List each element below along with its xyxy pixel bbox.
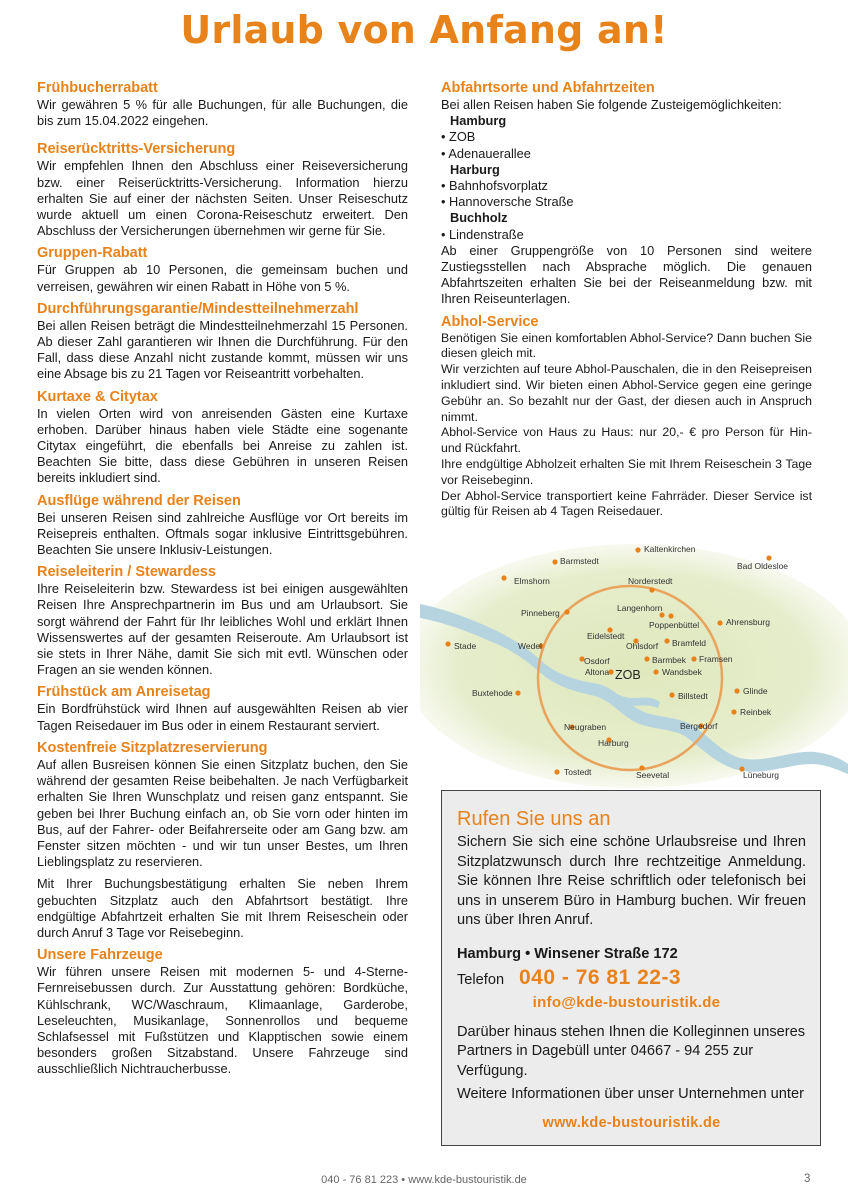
abfahrt-intro: Bei allen Reisen haben Sie folgende Zusteigemöglichkeiten:: [441, 97, 782, 112]
place-label-stade: Stade: [454, 641, 477, 651]
section-text-sitzplatzreservierung-2: Mit Ihrer Buchungsbestätigung erhalten Sie neben Ihrem gebuchten Sitzplatz auch den Abfahrtsort bestätigt. Ihre endgültige Abfahrtzeit erhalten Sie mit Ihrem Reiseschein oder durch Anruf 3 Tage vor Reisebeginn.: [37, 876, 408, 940]
contact-phone-number[interactable]: 040 - 76 81 22-3: [519, 965, 682, 989]
section-title-durchfuehrungsgarantie: Durchführungsgarantie/Mindestteilnehmerzahl: [37, 300, 359, 317]
section-title-fruehbucherrabatt: Frühbucherrabatt: [37, 80, 158, 96]
place-label-barmstedt: Barmstedt: [560, 556, 599, 566]
section-title-sitzplatzreservierung: Kostenfreie Sitzplatzreservierung: [37, 739, 268, 756]
place-label-reinbek: Reinbek: [740, 707, 772, 717]
place-label-billstedt: Billstedt: [678, 691, 708, 701]
place-dot-bramfeld: [664, 638, 669, 643]
departure-stop-item: • Lindenstraße: [441, 226, 524, 242]
place-label-ahrensburg: Ahrensburg: [726, 617, 770, 627]
abhol-text-3: Abhol-Service von Haus zu Haus: nur 20,- € pro Person für Hin- und Rückfahrt.: [441, 425, 812, 456]
place-label-pinneberg: Pinneberg: [521, 608, 560, 618]
place-label-buxtehode: Buxtehode: [472, 688, 513, 698]
place-dot-wandsbek: [653, 669, 658, 674]
place-label-tostedt: Tostedt: [564, 767, 592, 777]
place-label-eidelstedt: Eidelstedt: [587, 631, 625, 641]
place-label-lueneburg: Lüneburg: [743, 770, 779, 780]
section-title-abfahrtsorte: Abfahrtsorte und Abfahrtzeiten: [441, 80, 655, 96]
place-label-altona: Altona: [585, 667, 610, 677]
abfahrt-outro: Ab einer Gruppengröße von 10 Personen sind weitere Zustiegsstellen nach Absprache möglich. Die genauen Abfahrtszeiten erhalten Sie bei der Reiseanmeldung bzw. mit Ihren Reiseunterlagen.: [441, 242, 812, 307]
departure-map: [420, 538, 848, 788]
contact-website-link[interactable]: www.kde-bustouristik.de: [542, 1114, 721, 1131]
place-label-glinde: Glinde: [743, 686, 768, 696]
place-dot-barmstedt: [552, 559, 557, 564]
map-graphic: [420, 538, 848, 788]
section-text-kurtaxe: In vielen Orten wird von anreisenden Gästen eine Kurtaxe erhoben. Darüber hinaus haben viele Städte eine sogenante Citytax eingeführt, die ebenfalls bei Anreise zu zahlen ist. Beachten Sie bitte, dass diese Gebühren in unseren Reisen bereits inkludiert sind.: [37, 405, 408, 486]
place-label-bad-oldesloe: Bad Oldesloe: [737, 561, 789, 571]
place-label-elmshorn: Elmshorn: [514, 576, 550, 586]
section-title-reiseleiterin: Reiseleiterin / Stewardess: [37, 564, 216, 581]
place-label-wandsbek: Wandsbek: [662, 667, 702, 677]
place-dot-bad-oldesloe: [766, 555, 771, 560]
section-text-fruehstueck: Ein Bordfrühstück wird Ihnen auf ausgewählten Reisen ab vier Tagen Reisedauer im Bus oder in einem Restaurant serviert.: [37, 701, 408, 733]
contact-address: Hamburg • Winsener Straße 172: [457, 945, 678, 962]
place-label-ohlsdorf: Ohlsdorf: [626, 641, 659, 651]
section-title-reiseruecktritt: Reiserücktritts-Versicherung: [37, 141, 236, 158]
departure-stop-item: • Adenauerallee: [441, 145, 531, 161]
map-center-label-zob: ZOB: [615, 668, 641, 682]
departure-city-heading: Hamburg: [450, 113, 507, 129]
place-dot-reinbek: [731, 709, 736, 714]
section-title-kurtaxe: Kurtaxe & Citytax: [37, 388, 158, 405]
place-dot-glinde: [734, 688, 739, 693]
section-title-fahrzeuge: Unsere Fahrzeuge: [37, 947, 163, 964]
place-dot-tostedt: [554, 769, 559, 774]
place-label-poppenbuettel: Poppenbüttel: [649, 620, 700, 630]
section-title-ausfluege: Ausflüge während der Reisen: [37, 492, 241, 509]
section-text-fahrzeuge: Wir führen unsere Reisen mit modernen 5- und 4-Sterne-Fernreisebussen durch. Zur Ausstattung gehören: Bordküche, Kühlschrank, WC/Waschraum, Klimaanlage, Garderobe, Leseleuchten, Musikanlage, Sonnenrollos und bequeme Schlafsessel mit Fußstützen und Klapptischen sowie einem besonders großen Sitzabstand. Unsere Fahrzeuge sind ausschließlich Nichtraucherbusse.: [37, 964, 408, 1077]
section-title-fruehstueck: Frühstück am Anreisetag: [37, 684, 211, 701]
section-text-durchfuehrungsgarantie: Bei allen Reisen beträgt die Mindestteilnehmerzahl 15 Personen. Ab dieser Zahl garantieren wir Ihnen die Durchführung. Für den Fall, dass diese Anzahl nicht zustande kommt, müssen wir uns eine Absage bis zu 21 Tagen vor Reiseantritt vorbehalten.: [37, 317, 408, 382]
departure-city-heading: Buchholz: [450, 210, 508, 226]
place-dot-framsen: [691, 656, 696, 661]
section-text-gruppen-rabatt: Für Gruppen ab 10 Personen, die gemeinsam buchen und verreisen, gewähren wir einen Rabatt in Höhe von 5 %.: [37, 262, 408, 294]
place-dot-norderstedt: [649, 587, 654, 592]
place-label-norderstedt: Norderstedt: [628, 576, 673, 586]
contact-title: Rufen Sie uns an: [457, 808, 611, 830]
departure-stop-item: • Bahnhofsvorplatz: [441, 178, 548, 194]
contact-box: [441, 790, 821, 1146]
place-dot-ahrensburg: [717, 620, 722, 625]
contact-text: Sichern Sie sich eine schöne Urlaubsreise und Ihren Sitzplatzwunsch durch Ihre rechtzeitige Anmeldung. Sie können Ihre Reise schriftlich oder telefonisch bei uns in unserem Büro in Hamburg buchen. Wir freuen uns über Ihren Anruf.: [457, 834, 806, 928]
contact-partner-text: Darüber hinaus stehen Ihnen die Kolleginnen unseres Partners in Dagebüll unter 04667 - 94 255 zur Verfügung.: [457, 1023, 806, 1079]
place-dot-kaltenkirchen: [635, 547, 640, 552]
place-dot-pinneberg: [564, 609, 569, 614]
section-text-reiseleiterin: Ihre Reiseleiterin bzw. Stewardess ist bei einigen ausgewählten Reisen Ihre Ansprechpartnerin im Bus und am Urlaubsort. Sie sorgt während der Fahrt für Ihr leibliches Wohl und erklärt Ihnen Wissenswertes auf der gesamten Reiseroute. Am Urlaubsort ist sie stets in Ihrer Nähe, damit Sie sich mit evtl. Wünschen oder Fragen an sie wenden können.: [37, 581, 408, 678]
place-label-barmbek: Barmbek: [652, 655, 687, 665]
departure-stop-item: • Hannoversche Straße: [441, 194, 574, 210]
place-label-bergedorf: Bergedorf: [680, 721, 718, 731]
section-text-reiseruecktritt: Wir empfehlen Ihnen den Abschluss einer Reiseversicherung bzw. einer Reiserücktritts-Versicherung. Information hierzu erhalten Sie auf einer der nächsten Seiten. Unser Reiseschutz wurde aktuell um einen Corona-Reiseschutz erweitert. Den Abschluss der Versicherungen übernehmen wir gerne für Sie.: [37, 158, 408, 239]
place-label-harburg: Harburg: [598, 738, 629, 748]
place-dot-altona: [608, 669, 613, 674]
contact-phone-row: [457, 966, 806, 990]
place-label-framsen: Framsen: [699, 654, 733, 664]
place-dot-elmshorn: [501, 575, 506, 580]
abhol-text-4: Ihre endgültige Abholzeit erhalten Sie mit Ihrem Reiseschein 3 Tage vor Reisebeginn.: [441, 457, 812, 487]
contact-more-info-text: Weitere Informationen über unser Unternehmen unter: [457, 1086, 804, 1102]
section-text-fruehbucherrabatt: Wir gewähren 5 % für alle Buchungen, für alle Buchungen, die bis zum 15.04.2022 eingehen.: [37, 97, 408, 129]
place-dot-barmbek: [644, 656, 649, 661]
abhol-text-5: Der Abhol-Service transportiert keine Fahrräder. Dieser Service ist gültig für Reisen ab 4 Tagen Reisedauer.: [441, 488, 812, 519]
place-label-neugraben: Neugraben: [564, 722, 607, 732]
abhol-text-1: Benötigen Sie einen komfortablen Abhol-Service? Dann buchen Sie diesen gleich mit.: [441, 330, 812, 361]
right-column: [441, 80, 812, 520]
place-label-langenhorn: Langenhorn: [617, 603, 663, 613]
page-title: Urlaub von Anfang an!: [180, 8, 668, 52]
page-footer: 040 - 76 81 223 • www.kde-bustouristik.de: [321, 1174, 527, 1186]
place-label-wedel: Wedel: [518, 641, 542, 651]
contact-phone-label: Telefon: [457, 971, 505, 988]
abfahrt-list: [441, 113, 812, 243]
section-title-abhol-service: Abhol-Service: [441, 313, 539, 330]
place-label-seevetal: Seevetal: [636, 770, 670, 780]
place-dot-poppenbuettel: [668, 613, 673, 618]
departure-city-heading: Harburg: [450, 161, 500, 177]
left-column: [37, 80, 408, 1078]
abhol-text-2: Wir verzichten auf teure Abhol-Pauschalen, die in den Reisepreisen inkludiert sind. Wir bieten einen Abhol-Service gegen eine geringe Gebühr an. So bezahlt nur der Gast, der diesen auch in Anspruch nimmt.: [441, 362, 812, 424]
section-text-sitzplatzreservierung: Auf allen Busreisen können Sie einen Sitzplatz buchen, den Sie während der gesamten Reise beibehalten. Je nach Verfügbarkeit erhalten Sie Ihren Wunschplatz und reisen ganz entspannt. Sie geben bei Ihrer Buchung einfach an, ob Sie vorn oder hinten im Bus, auf der Fahrer- oder Beifahrerseite oder am Gang bzw. am Fenster sitzen möchten - und wir tun unser Bestes, um Ihren Lieblingsplatz zu reservieren.: [37, 756, 408, 870]
page-number: 3: [804, 1173, 811, 1185]
place-dot-buxtehode: [515, 690, 520, 695]
place-label-osdorf: Osdorf: [584, 656, 610, 666]
section-text-ausfluege: Bei unseren Reisen sind zahlreiche Ausflüge vor Ort bereits im Reisepreis enthalten. Oftmals sogar inklusive Eintrittsgebühren. Beachten Sie unsere Inklusiv-Leistungen.: [37, 509, 408, 558]
contact-email-link[interactable]: info@kde-bustouristik.de: [532, 993, 721, 1011]
place-label-bramfeld: Bramfeld: [672, 638, 707, 648]
place-dot-stade: [445, 641, 450, 646]
place-dot-billstedt: [669, 692, 674, 697]
departure-stop-item: • ZOB: [441, 129, 476, 145]
place-dot-langenhorn: [659, 612, 664, 617]
section-title-gruppen-rabatt: Gruppen-Rabatt: [37, 245, 148, 262]
place-label-kaltenkirchen: Kaltenkirchen: [644, 544, 696, 554]
